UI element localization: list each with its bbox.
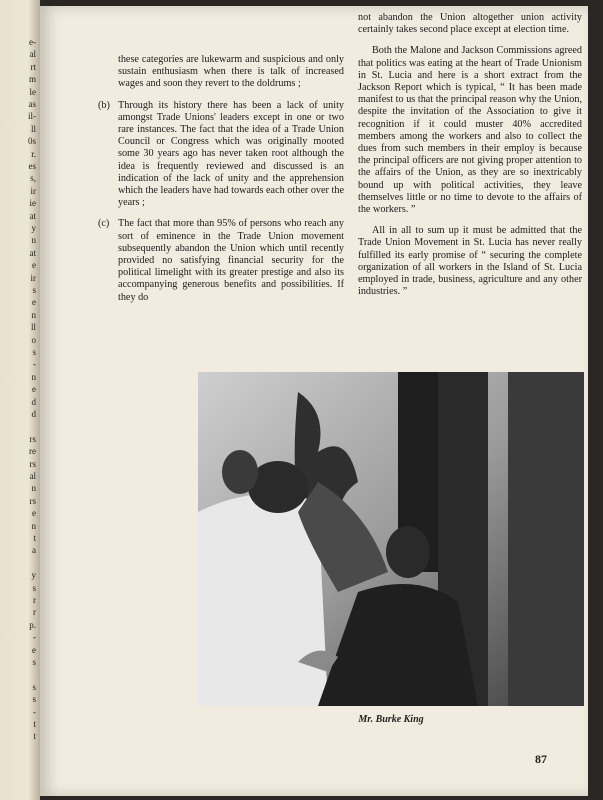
facing-page-fragment: s xyxy=(32,582,36,593)
continued-paragraph: not abandon the Union altogether union activity certainly takes second place except at election time. xyxy=(358,12,582,36)
magazine-page xyxy=(40,6,588,796)
facing-page-fragment: e xyxy=(32,644,36,655)
facing-page-fragment: y xyxy=(31,570,36,581)
right-column xyxy=(358,12,582,307)
list-marker: (c) xyxy=(98,218,110,230)
facing-page-fragment: m xyxy=(28,74,36,85)
facing-page-fragment: rs xyxy=(29,458,36,469)
list-item-text: The fact that more than 95% of persons who reach any sort of eminence in the Trade Union movement subsequently abandon the Union which until recently provided no satisfying financial security for the political limelight with its greater prestige and also its accompanying generous benefits and possibilities. If they do xyxy=(118,218,344,303)
facing-page-fragment: n xyxy=(31,520,36,531)
facing-page-fragment: re xyxy=(29,446,36,457)
facing-page-fragment: es xyxy=(28,161,36,171)
facing-page-fragment: e xyxy=(32,508,36,519)
page-number: 87 xyxy=(535,752,547,766)
facing-page-fragment: e xyxy=(32,384,36,395)
facing-page-fragment: n xyxy=(31,483,36,494)
facing-page-fragment: al xyxy=(29,471,36,481)
facing-page-fragment: s xyxy=(32,285,36,295)
facing-page-fragment: r xyxy=(33,595,36,605)
photo-caption: Mr. Burke King xyxy=(358,714,424,725)
facing-page-fragment: n xyxy=(31,309,36,320)
facing-page-fragment: e- xyxy=(29,37,36,47)
facing-page-fragment: r. xyxy=(31,148,36,159)
commissions-paragraph: Both the Malone and Jackson Commissions agreed that politics was eating at the heart of Trade Unionism in St. Lucia and here is a short extract from the Jackson Report which is typical, “ It has been made manifest to us that the principal reason why the Union, despite the invitation of the Association to give it recognition if it could muster 40% accredited members among the workers and also to collect the dues from such members in their employ is because the principal officers are not giving proper attention to the affairs of the Union, as they are so inextricably bound up with political activities, they leave themselves little or no time to devote to the affairs of the workers. ” xyxy=(358,45,582,216)
facing-page-fragment: le xyxy=(29,86,36,97)
facing-page-fragment: ll xyxy=(30,123,36,134)
facing-page-fragment: s xyxy=(32,694,36,705)
intro-paragraph: these categories are lukewarm and suspicious and only sustain enthusiasm when there is talk of increased wages and soon they revert to the doldrums ; xyxy=(118,54,344,90)
facing-page-fragment: r xyxy=(33,607,36,618)
list-item-c xyxy=(98,218,344,303)
facing-page-fragment: - xyxy=(33,632,36,643)
facing-page-fragment: t xyxy=(33,533,36,543)
facing-page-fragment: a xyxy=(32,545,36,556)
facing-page-fragment: - xyxy=(33,706,36,717)
facing-page-fragment: d xyxy=(31,396,36,407)
facing-page-fragment: at xyxy=(29,210,36,221)
facing-page-fragment: s, xyxy=(30,173,36,184)
facing-page-fragment: t xyxy=(33,719,36,729)
facing-page-fragment: e xyxy=(32,260,36,271)
facing-page-fragment: ir xyxy=(30,272,36,283)
facing-page-fragment: o xyxy=(31,334,36,345)
conclusion-paragraph: All in all to sum up it must be admitted that the Trade Union Movement in St. Lucia has never really fulfilled its early promise of “ securing the complete organization of all workers in the Island of St. Lucia employed in trade, business, agriculture and any other industries. ” xyxy=(358,225,582,298)
facing-page-fragment: ll xyxy=(30,322,36,333)
facing-page-fragment: n xyxy=(31,371,36,382)
facing-page-fragment: - xyxy=(33,359,36,370)
facing-page-fragment: s xyxy=(32,347,36,357)
facing-page-fragment: 0s xyxy=(27,136,36,147)
photo-illustration xyxy=(198,372,584,706)
facing-page-fragment: y xyxy=(31,223,36,233)
facing-page-edge xyxy=(0,0,40,800)
facing-page-fragment: as xyxy=(28,99,36,109)
photograph xyxy=(198,372,584,706)
facing-page-fragment: il- xyxy=(28,111,36,122)
left-column xyxy=(98,54,344,313)
facing-page-fragment: s xyxy=(32,681,36,692)
facing-page-fragment: n xyxy=(31,235,36,246)
facing-page-fragment: at xyxy=(29,247,36,258)
list-item-text: Through its history there has been a lack of unity amongst Trade Unions' leaders except in one or two rare instances. The fact that the idea of a Trade Union Council or Congress which was originally mooted some 30 years ago has never taken root although the idea is frequently reviewed and discussed is an indication of the lack of unity and the apprehension which the leaders have had towards each other over the years ; xyxy=(118,99,344,209)
list-marker: (b) xyxy=(98,99,110,111)
list-item-b xyxy=(98,100,344,210)
facing-page-fragment: rt xyxy=(30,61,36,72)
facing-page-fragment: d xyxy=(31,409,36,419)
facing-page-fragment: t xyxy=(33,731,36,742)
facing-page-fragment: ie xyxy=(29,198,36,209)
facing-page-fragment: rs xyxy=(29,495,36,506)
facing-page-fragment: al xyxy=(29,49,36,60)
facing-page-fragment: e xyxy=(32,297,36,308)
facing-page-fragment: s xyxy=(32,657,36,667)
facing-page-fragment: p. xyxy=(29,619,36,630)
facing-page-fragment: ir xyxy=(30,185,36,196)
facing-page-fragment: rs xyxy=(29,433,36,444)
